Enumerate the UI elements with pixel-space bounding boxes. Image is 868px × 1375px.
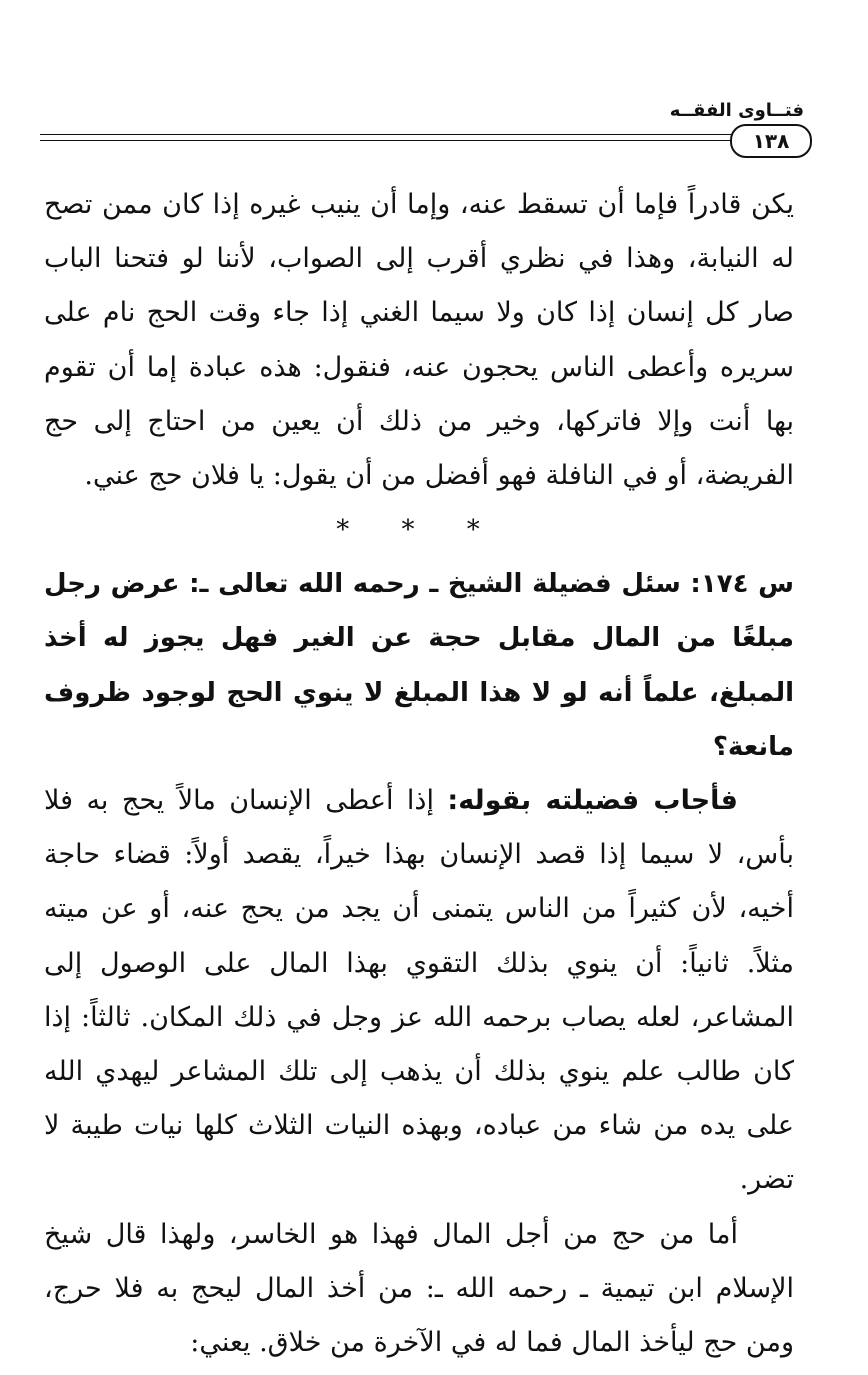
page-body — [44, 178, 794, 1370]
answer-text: إذا أعطى الإنسان مالاً يحج به فلا بأس، لا سيما إذا قصد الإنسان بهذا خيراً، يقصد أولاً: قضاء حاجة أخيه، لأن كثيراً من الناس يتمنى أن يجد من يحج عنه، أو عن ميته مثلاً. ثانياً: أن ينوي بذلك التقوي بهذا المال على الوصول إلى المشاعر، لعله يصاب برحمه الله عز وجل في ذلك المكان. ثالثاً: إذا كان طالب علم ينوي بذلك أن يذهب إلى تلك المشاعر ليهدي الله على يده من شاء من عباده، وبهذه النيات الثلاث كلها نيات طيبة لا تضر. — [44, 785, 794, 1196]
paragraph-last: أما من حج من أجل المال فهذا هو الخاسر، ولهذا قال شيخ الإسلام ابن تيمية ـ رحمه الله ـ: من أخذ المال ليحج به فلا حرج، ومن حج ليأخذ المال فما له في الآخرة من خلاق. يعني: — [44, 1218, 794, 1359]
section-separator: * * * — [336, 515, 502, 546]
answer-lead: فأجاب فضيلته بقوله: — [447, 785, 738, 817]
paragraph-continuation: يكن قادراً فإما أن تسقط عنه، وإما أن ينيب غيره إذا كان ممن تصح له النيابة، وهذا في نظري أقرب إلى الصواب، لأننا لو فتحنا الباب صار كل إنسان إذا كان ولا سيما الغني إذا جاء وقت الحج نام على سريره وأعطى الناس يحجون عنه، فنقول: هذه عبادة إما أن تقوم بها أنت وإلا فاتركها، وخير من ذلك أن يعين من احتاج إلى حج الفريضة، أو في النافلة فهو أفضل من أن يقول: يا فلان حج عني. — [44, 189, 794, 492]
page-number: ١٣٨ — [730, 124, 812, 158]
page-header — [40, 96, 812, 166]
header-rule-bottom — [40, 140, 768, 141]
question-174: س ١٧٤: سئل فضيلة الشيخ ـ رحمه الله تعالى ـ: عرض رجل مبلغًا من المال مقابل حجة عن الغير فهل يجوز له أخذ المبلغ، علماً أنه لو لا هذا المبلغ لا ينوي الحج لوجود ظروف مانعة؟ — [44, 569, 794, 762]
header-rule-top — [40, 134, 768, 135]
running-title: فتــاوى الفقــه — [669, 100, 804, 121]
answer-paragraph — [44, 774, 794, 1208]
